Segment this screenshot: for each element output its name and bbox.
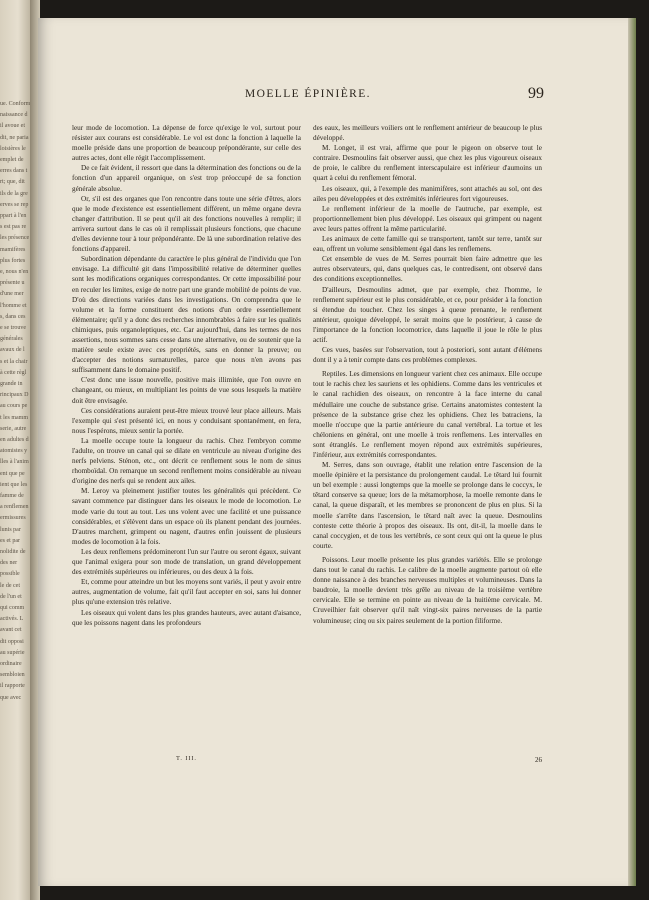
facing-page-fragment: en adultes d: [0, 437, 29, 443]
facing-page-fragment: il avoue et: [0, 123, 25, 130]
facing-page-fragment: avant cet: [0, 627, 22, 634]
facing-page-fragment: ient que les: [0, 481, 28, 488]
paragraph: Ces considérations auraient peut-être mieux trouvé leur place ailleurs. Mais l'exemple qui s'est présenté ici, en nous y conduisant spontanément, en fera, nous l'espérons, mieux sentir la portée.: [72, 406, 301, 435]
facing-page-fragment: atomistes y: [0, 448, 28, 455]
facing-page-fragment: d'une mer: [0, 291, 24, 298]
paragraph: M. Serres, dans son ouvrage, établit une relation entre l'ascension de la moelle épinière et la persistance du prolongement caudal. Le têtard lui fournit un bel exemple : aussi longtemps que la moelle se prolonge dans le coccyx, le têtard conserve sa queue; lors de la métamorphose, la moelle remonte dans le canal, la queue disparaît, et les membres se prononcent de plus en plus. Si la moelle s'arrête dans l'ascension, le têtard naît avec la queue. Desmoulins conteste cette théorie à propos des oiseaux. Ils ont, dit-il, la moelle dans le canal coccygien, et de tous les vertébrés, ce sont ceux qui ont la queue le plus courte.: [313, 461, 542, 550]
facing-page-fragment: les présence: [0, 235, 30, 242]
facing-page-fragment: dit opposi: [0, 638, 24, 645]
facing-page-fragment: ue. Conform: [0, 101, 30, 107]
previous-page-edge: [0, 0, 30, 900]
facing-page-fragment: mamifères: [0, 246, 26, 253]
running-header: [72, 85, 544, 104]
signature-mark: T. III.: [176, 756, 197, 762]
facing-page-fragment: t les mamm: [0, 414, 28, 421]
paragraph: M. Longet, il est vrai, affirme que pour le pigeon on observe tout le contraire. Desmoulins fait observer aussi, que chez les plus vigoureux oiseaux de proie, le calibre du renflement interscapulaire est inférieur d'aumoins un quart à celui du renflement fémoral.: [313, 144, 542, 183]
facing-page-fragment: des ner: [0, 560, 18, 567]
facing-page-fragment: s, dans ces: [0, 313, 26, 320]
facing-page-fragment: ermissures: [0, 515, 26, 522]
paragraph: Or, s'il est des organes que l'on rencontre dans toute une série d'êtres, alors que le mode d'existence est essentiellement différent, un même organe devra changer d'attribution. Il se peut qu'il ait des fonctions nouvelles à remplir; il arrivera surtout dans le cas où il remplissait plusieurs fonctions, que chacune d'elles devienne tour à tour prépondérante. De là une subordination relative des fonctions d'appareil.: [72, 194, 301, 254]
paragraph: M. Leroy va pleinement justifier toutes les généralités qui précèdent. Ce savant commence par distinguer dans les oiseaux le mode de locomotion. Le mode varie du tout au tout. Les uns volent avec une facilité et une puissance considérables, et s'élèvent dans un espace où ils planent pendant des journées. D'autres marchent, grimpent ou nagent, d'autres enfin jouissent de plusieurs modes de locomotion à la fois.: [72, 487, 301, 546]
facing-page-fragment: s et la chair: [0, 358, 28, 365]
facing-page-fragment: l'homme et: [0, 302, 27, 309]
facing-page-fragment: activés. L: [0, 616, 24, 623]
facing-page-fragment: il rapporte: [0, 683, 25, 690]
right-text-column: [313, 123, 542, 626]
facing-page-fragment: qui comm: [0, 605, 25, 611]
facing-page-fragment: lles à l'anim: [0, 459, 29, 466]
paragraph: De ce fait évident, il ressort que dans la détermination des fonctions ou de la fonction d'un appareil organique, on s'est trop préoccupé de sa fonction générale absolue.: [72, 164, 301, 193]
facing-page-fragment: e, nous n'en: [0, 269, 29, 275]
facing-page-fragment: sembloien: [0, 672, 25, 679]
facing-page-fragment: au cours pe: [0, 403, 28, 410]
facing-page-fragment: dit, ne paria: [0, 134, 29, 141]
facing-page-fragment: nolidite de: [0, 549, 26, 555]
facing-page-fragment: avaux de l: [0, 347, 25, 354]
facing-page-fragment: serie, autre: [0, 425, 27, 432]
running-title: MOELLE ÉPINIÈRE.: [245, 88, 371, 100]
section-poissons: Poissons. Leur moelle présente les plus grandes variétés. Elle se prolonge dans tout le canal du rachis. Le calibre de la moelle augmente partout où elle donne naissance à des branches nerveuses multiples et volumineuses. Dans la baudroie, la moelle devient très grêle au niveau de la troisième vertèbre cervicale. Elle se termine en pointe au niveau de la huitième cervicale. M. Cruveilhier fait observer qu'il naît vingt-six paires nerveuses de la partie volumineuse; cinq ou six paires seulement de la portion filiforme.: [313, 555, 542, 625]
facing-page-fragment: e se trouve: [0, 325, 26, 331]
left-text-column: [72, 123, 301, 628]
facing-page-fragment: a renflemen: [0, 504, 29, 511]
facing-page-fragment: lunis par: [0, 526, 21, 533]
paragraph: Cet ensemble de vues de M. Serres pourrait bien faire admettre que les autres observateurs, qui, dans quelques cas, le contredisent, ont observé dans des conditions exceptionnelles.: [313, 255, 542, 284]
facing-page-fragment: présente u: [0, 280, 25, 287]
facing-page-fragment: de l'un et: [0, 593, 22, 600]
facing-page-fragment: naissance d: [0, 112, 28, 119]
facing-page-fragment: au supérie: [0, 649, 25, 656]
facing-page-fragment: erves se rep: [0, 201, 29, 208]
facing-page-fragment: s est pas re: [0, 224, 27, 231]
paragraph: Ces vues, basées sur l'observation, tout à posteriori, sont autant d'élémens dont il y a à tenir compte dans ces problèmes complexes.: [313, 346, 542, 365]
facing-page-fragment: possible: [0, 571, 20, 578]
page-edge-right: [628, 18, 636, 886]
facing-page-fragment: grande in: [0, 381, 23, 387]
facing-page-fragment: rt; que, dit: [0, 179, 25, 186]
paragraph: La moelle occupe toute la longueur du rachis. Chez l'embryon comme l'adulte, on trouve un canal qui se dilate en ventricule au niveau d'origine des nerfs pelviens. Sténon, etc., ont décrit ce renflement sous le nom de sinus rhomboïdal. On remarque un second renflement moins considérable au niveau d'origine des nerfs qui se rendent aux ailes.: [72, 436, 301, 486]
paragraph: Et, comme pour atteindre un but les moyens sont variés, il peut y avoir entre autres, augmentation de volume, fait qu'il faut accepter en soi, sans lui donner plus qu'une extension très relative.: [72, 578, 301, 607]
facing-page-fragment: famme de: [0, 493, 24, 499]
facing-page-fragment: loisières le: [0, 145, 26, 152]
facing-page-fragment: ordinaire: [0, 661, 22, 667]
facing-page-fragment: à cette règl: [0, 369, 27, 376]
paragraph: des eaux, les meilleurs voiliers ont le renflement antérieur de beaucoup le plus développé.: [313, 124, 542, 143]
paragraph: C'est donc une issue nouvelle, positive mais illimitée, que l'on ouvre en changeant, ou mieux, en multipliant les points de vue sous lesquels la matière doit être envisagée.: [72, 376, 301, 405]
paragraph: leur mode de locomotion. La dépense de force qu'exige le vol, surtout pour résister aux courans est considérable. Le vol est donc la fonction à laquelle la moelle préside dans une proportion de beaucoup prépondérante, sur celle des autres actes, dont elle régit l'accomplissement.: [72, 124, 301, 163]
paragraph: Les deux renflemens prédomineront l'un sur l'autre ou seront égaux, suivant que l'animal exigera pour son mode de translation, un grand développement des extrémités supérieures ou inférieures, ou des deux à la fois.: [72, 547, 301, 577]
paragraph: Subordination dépendante du caractère le plus général de l'individu que l'on envisage. La difficulté git dans l'impossibilité relative de déterminer quelles sont les modifications organiques correspondantes. Or cette impossibilité pour en reculer les limites, exige de notre part une grande mobilité de points de vue. D'où des directions variées dans les investigations. On comprendra que le volume et la forme constituent des notions d'un ordre essentiellement élémentaire; qu'il y a donc des recherches innombrables à faire sur les qualités chimiques, puis organoleptiques, etc. Car aujourd'hui, dans les termes de nos assertions, nous sommes sans cesse dans une alternative, ou de soutenir que la matière seule existe avec ces propriétés, sans en donner la preuve; ou d'accepter des notions surnaturelles, parce que nous n'en avons pas suffisamment dans le domaine positif.: [72, 255, 301, 375]
facing-page-fragment: erres dans t: [0, 168, 28, 175]
paragraph: Le renflement inférieur de la moelle de l'autruche, par exemple, est proportionnellement bien plus développé. Les oiseaux qui grimpent ou nagent avec leurs pattes offrent la même particularité.: [313, 204, 542, 233]
facing-page-fragment: rincipaux D: [0, 392, 29, 399]
facing-page-fragment: plus fortes: [0, 257, 26, 264]
page-number: 99: [528, 85, 544, 102]
paragraph: Les animaux de cette famille qui se transportent, tantôt sur terre, tantôt sur eau, offrent un volume sensiblement égal dans les renflemens.: [313, 235, 542, 254]
facing-page-fragment: emplet de: [0, 157, 24, 163]
facing-page-fragment: ent que pe: [0, 470, 25, 477]
facing-page-fragment: ppart à l'en: [0, 213, 27, 219]
facing-page-fragment: ils de la gre: [0, 190, 28, 197]
paragraph: Les oiseaux, qui, à l'exemple des manimifères, sont attachés au sol, ont des ailes peu développées et des extrémités inférieures fort vigoureuses.: [313, 184, 542, 203]
paragraph: D'ailleurs, Desmoulins admet, que par exemple, chez l'homme, le renflement supérieur est le plus considérable, et ce, pour présider à la fonction si étendue du toucher. Chez les singes à queue prenante, le renflement antérieur, quoique développé, le serait moins que le postérieur, à cause de l'importance de la fonction locomotrice, dans laquelle il joue le rôle le plus actif.: [313, 285, 542, 344]
facing-page-fragment: que avec: [0, 694, 22, 701]
sheet-number: 26: [535, 756, 542, 764]
section-reptiles: Reptiles. Les dimensions en longueur varient chez ces animaux. Elle occupe tout le rachis chez les sauriens et les ophidiens. Comme dans les ventricules et le canal rachidien des oiseaux, on rencontre à la face interne du canal médullaire une couche de substance grise. Certains anatomistes contestent la présence de la substance grise chez les ophidiens. Chez les batraciens, la moelle n'occupe que la partie antérieure du canal vertébral. La tortue et les chéloniens en général, ont une moelle à trois renflemens. Les intervalles en sont étranglés. Le renflement moyen répond aux extrémités supérieures, l'inférieur, aux extrémités correspondantes.: [313, 370, 542, 459]
facing-page-fragment: le de cet: [0, 582, 20, 589]
facing-page-fragment: es et par: [0, 537, 20, 544]
paragraph: Les oiseaux qui volent dans les plus grandes hauteurs, avec autant d'aisance, que les poissons nagent dans les profondeurs: [72, 608, 301, 627]
facing-page-fragment: générales: [0, 336, 23, 343]
